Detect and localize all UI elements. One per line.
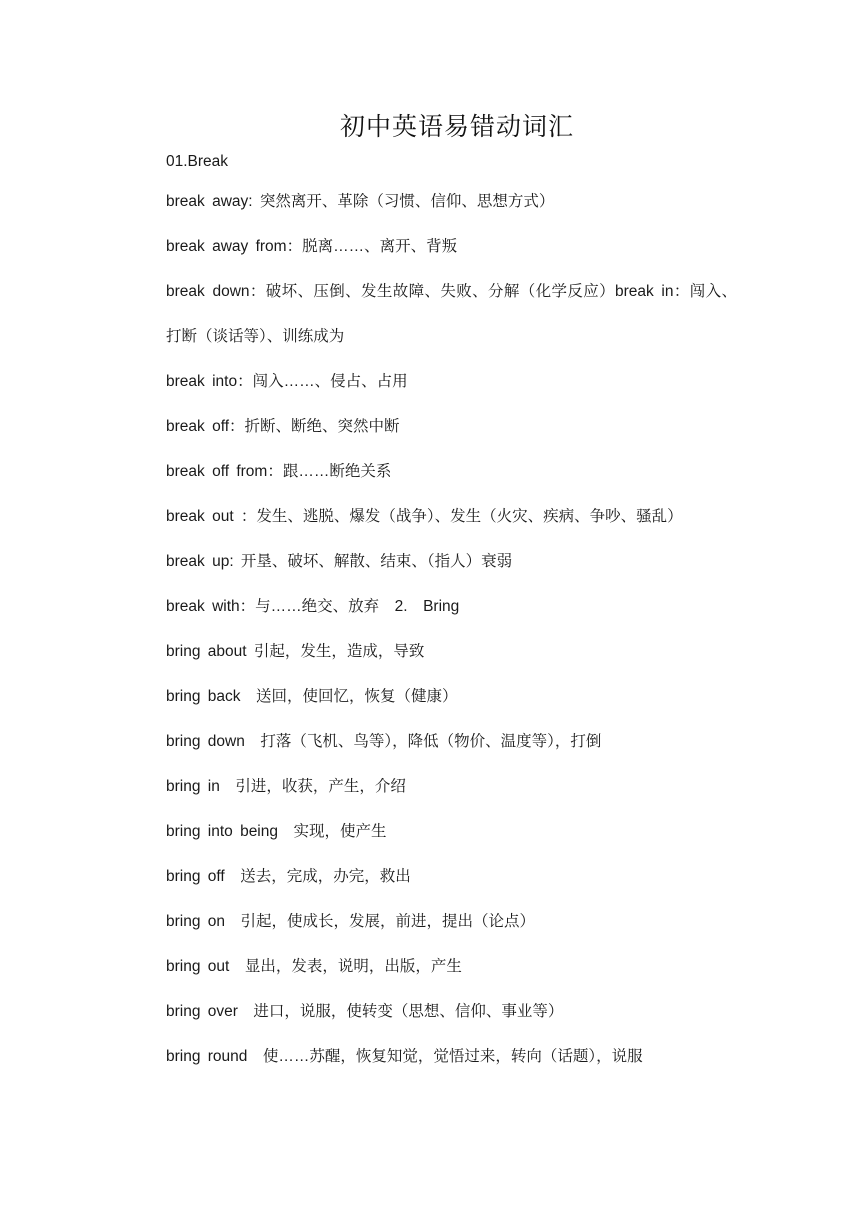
list-item: bring out 显出，发表，说明，出版，产生 bbox=[166, 958, 462, 975]
list-item: break down：破坏、压倒、发生故障、失败、分解（化学反应）break in：闯入、打断（谈话等）、训练成为 bbox=[166, 283, 737, 345]
list-item: break off from：跟……断绝关系 bbox=[166, 463, 392, 480]
list-item: bring about 引起，发生，造成，导致 bbox=[166, 643, 425, 660]
list-item: bring back 送回，使回忆，恢复（健康） bbox=[166, 688, 458, 705]
list-item: break with：与……绝交、放弃 2. Bring bbox=[166, 598, 460, 615]
list-item: break out ：发生、逃脱、爆发（战争）、发生（火灾、疾病、争吵、骚乱） bbox=[166, 508, 683, 525]
list-item: bring off 送去，完成，办完，救出 bbox=[166, 868, 411, 885]
list-item: break away from：脱离……、离开、背叛 bbox=[166, 238, 458, 255]
list-item: bring round 使……苏醒，恢复知觉，觉悟过来，转向（话题），说服 bbox=[166, 1048, 643, 1065]
list-item: bring down 打落（飞机、鸟等），降低（物价、温度等），打倒 bbox=[166, 733, 602, 750]
list-item: break away: 突然离开、革除（习惯、信仰、思想方式） bbox=[166, 193, 555, 210]
list-item: bring on 引起，使成长，发展，前进，提出（论点） bbox=[166, 913, 536, 930]
list-item: break up: 开垦、破坏、解散、结束、（指人）衰弱 bbox=[166, 553, 513, 570]
list-item: bring in 引进，收获，产生，介绍 bbox=[166, 778, 406, 795]
list-item: break into：闯入……、侵占、占用 bbox=[166, 373, 408, 390]
page-title: 初中英语易错动词汇 bbox=[339, 112, 574, 141]
vocabulary-list bbox=[131, 148, 737, 1079]
list-item: bring into being 实现，使产生 bbox=[166, 823, 387, 840]
list-item: break off：折断、断绝、突然中断 bbox=[166, 418, 400, 435]
section-heading-break: 01.Break bbox=[166, 153, 229, 170]
list-item: bring over 进口，说服，使转变（思想、信仰、事业等） bbox=[166, 1003, 564, 1020]
